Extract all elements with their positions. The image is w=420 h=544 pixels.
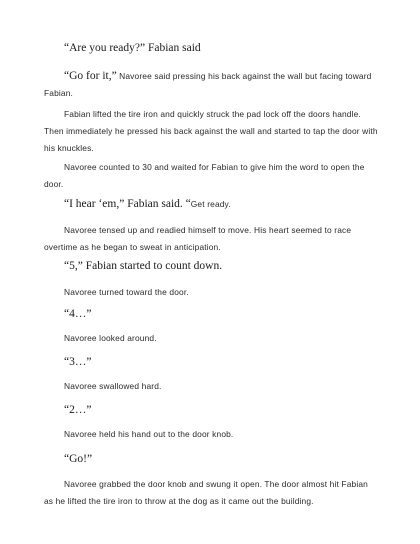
paragraph-16: Navoree grabbed the door knob and swung it open. The door almost hit Fabian as he lifted the tire iron to throw at the dog as it came out the building. xyxy=(44,479,368,506)
paragraph-10: Navoree looked around. xyxy=(64,333,157,343)
paragraph-5-lead: “I hear ‘em,” Fabian said. “ xyxy=(64,198,191,210)
paragraph-4: Navoree counted to 30 and waited for Fabian to give him the word to open the door. xyxy=(44,162,365,189)
paragraph-6: Navoree tensed up and readied himself to move. His heart seemed to race overtime as he began to sweat in anticipation. xyxy=(44,225,352,252)
paragraph-14: Navoree held his hand out to the door knob. xyxy=(64,429,234,439)
paragraph-15: “Go!” xyxy=(64,453,93,465)
paragraph-12: Navoree swallowed hard. xyxy=(64,381,162,391)
paragraph-2-lead: “Go for it,” xyxy=(64,70,117,82)
paragraph-7: “5,” Fabian started to count down. xyxy=(64,260,223,272)
paragraph-9: “4…” xyxy=(64,308,92,320)
paragraph-5 xyxy=(44,196,378,213)
paragraph-2-rest: Navoree said pressing his back against the wall but facing toward Fabian. xyxy=(44,71,372,98)
paragraph-2 xyxy=(44,68,378,102)
paragraph-3: Fabian lifted the tire iron and quickly struck the pad lock off the doors handle. Then immediately he pressed his back against the wall and started to tap the door with his knuckles. xyxy=(44,109,378,153)
paragraph-11: “3…” xyxy=(64,356,92,368)
paragraph-1: “Are you ready?” Fabian said xyxy=(64,42,201,54)
paragraph-8: Navoree turned toward the door. xyxy=(64,287,189,297)
paragraph-5-rest: Get ready. xyxy=(190,199,231,209)
paragraph-13: “2…” xyxy=(64,404,92,416)
